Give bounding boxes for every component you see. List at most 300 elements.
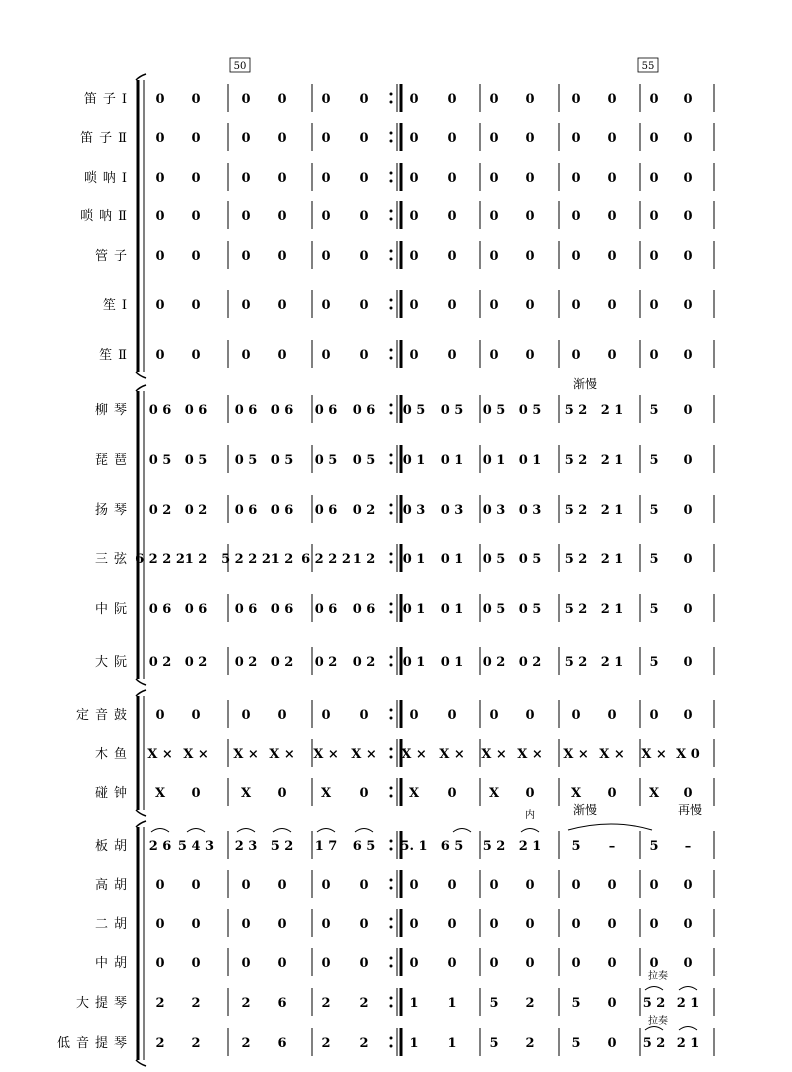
note-cell: 0	[321, 298, 331, 313]
note-cell: 0	[607, 1036, 617, 1051]
note-cell: 0	[277, 956, 287, 971]
note-cell: 2	[321, 1036, 331, 1051]
instrument-label: 唢呐Ⅱ	[80, 209, 133, 224]
note-cell: 0	[525, 917, 535, 932]
note-cell: 0	[571, 298, 581, 313]
note-cell: 0	[649, 878, 659, 893]
note-cell: 0	[321, 92, 331, 107]
note-cell: 0 5	[518, 552, 542, 567]
note-cell: 0 6	[314, 503, 338, 518]
note-cell: 0	[359, 348, 369, 363]
slur-arc	[355, 829, 373, 833]
note-cell: 0	[409, 209, 419, 224]
note-cell: 2	[321, 996, 331, 1011]
slur-line	[568, 824, 652, 830]
note-cell: 0	[649, 249, 659, 264]
note-cell: 2 1	[600, 453, 624, 468]
instrument-label: 低音提琴	[56, 1036, 133, 1051]
note-cell: –	[608, 839, 616, 854]
note-cell: 0 6	[234, 602, 258, 617]
note-cell: 0	[191, 92, 201, 107]
note-cell: 0	[571, 878, 581, 893]
note-cell: 0	[359, 786, 369, 801]
note-cell: 0	[607, 956, 617, 971]
note-cell: 0	[683, 708, 693, 723]
note-cell: X ×	[481, 747, 507, 762]
note-cell: 2	[359, 996, 369, 1011]
note-cell: 2 1	[600, 503, 624, 518]
repeat-dot	[390, 258, 393, 261]
note-cell: 0	[321, 348, 331, 363]
note-cell: 0	[525, 878, 535, 893]
note-cell: 0	[447, 348, 457, 363]
repeat-dot	[390, 357, 393, 360]
note-cell: 0	[683, 298, 693, 313]
note-cell: 5 2 2 2	[221, 552, 271, 567]
repeat-dot	[390, 795, 393, 798]
note-cell: 2 6	[148, 839, 172, 854]
note-cell: 0	[409, 917, 419, 932]
note-cell: X ×	[439, 747, 465, 762]
note-cell: 0	[191, 348, 201, 363]
note-cell: 0	[447, 249, 457, 264]
note-cell: 0	[359, 917, 369, 932]
note-cell: 0 2	[148, 655, 172, 670]
note-cell: 0 5	[148, 453, 172, 468]
note-cell: 0 1	[402, 602, 426, 617]
note-cell: 0	[525, 298, 535, 313]
note-cell: 0	[155, 298, 165, 313]
note-cell: 2 1	[676, 1036, 700, 1051]
repeat-dot	[390, 101, 393, 104]
repeat-dot	[390, 412, 393, 415]
note-cell: 0 6	[314, 403, 338, 418]
note-cell: 0 5	[482, 602, 506, 617]
instrument-label: 唢呐Ⅰ	[83, 171, 133, 186]
note-cell: 2 3	[234, 839, 258, 854]
note-cell: 0	[155, 209, 165, 224]
note-cell: 5	[649, 552, 659, 567]
note-cell: 0	[571, 131, 581, 146]
note-cell: 0	[191, 249, 201, 264]
instrument-label: 二胡	[94, 917, 133, 932]
note-cell: 0	[277, 917, 287, 932]
note-cell: 0	[191, 878, 201, 893]
note-cell: X 0	[676, 747, 700, 762]
note-cell: 0	[155, 249, 165, 264]
note-cell: 0	[649, 171, 659, 186]
repeat-dot	[390, 965, 393, 968]
note-cell: X	[648, 786, 660, 801]
note-cell: 0	[571, 348, 581, 363]
note-cell: 0	[409, 171, 419, 186]
slur-arc	[273, 829, 291, 833]
instrument-label: 木鱼	[94, 747, 133, 762]
repeat-dot	[390, 926, 393, 929]
note-cell: 5 2	[564, 655, 588, 670]
note-cell: 0	[607, 171, 617, 186]
repeat-dot	[390, 172, 393, 175]
repeat-dot	[390, 132, 393, 135]
note-cell: 0	[241, 708, 251, 723]
note-cell: 0 5	[440, 403, 464, 418]
repeat-dot	[390, 307, 393, 310]
repeat-dot	[390, 404, 393, 407]
note-cell: X ×	[269, 747, 295, 762]
note-cell: 0	[447, 917, 457, 932]
repeat-dot	[390, 140, 393, 143]
slur-arc	[679, 987, 697, 991]
note-cell: 2 1	[676, 996, 700, 1011]
note-cell: 0 5	[314, 453, 338, 468]
note-cell: 0	[241, 956, 251, 971]
note-cell: 0	[683, 249, 693, 264]
instrument-label: 大阮	[94, 655, 133, 670]
note-cell: 1	[447, 1036, 457, 1051]
note-cell: 0	[649, 209, 659, 224]
note-cell: 0	[277, 708, 287, 723]
note-cell: 0	[525, 209, 535, 224]
note-cell: 1 2	[270, 552, 294, 567]
note-cell: 0	[155, 92, 165, 107]
note-cell: –	[684, 839, 692, 854]
note-cell: 0	[683, 453, 693, 468]
note-cell: 0 3	[440, 503, 464, 518]
note-cell: 0	[683, 348, 693, 363]
note-cell: 0	[277, 249, 287, 264]
note-cell: 0	[683, 131, 693, 146]
note-cell: 0 2	[518, 655, 542, 670]
note-cell: 0	[277, 92, 287, 107]
note-cell: 0	[489, 298, 499, 313]
note-cell: 0	[359, 298, 369, 313]
instrument-label: 笙Ⅰ	[102, 298, 133, 313]
note-cell: 0	[489, 348, 499, 363]
repeat-dot	[390, 787, 393, 790]
note-cell: 6 5	[440, 839, 464, 854]
note-cell: 0	[241, 878, 251, 893]
note-cell: 0	[571, 171, 581, 186]
note-cell: 0 3	[482, 503, 506, 518]
note-cell: 0	[321, 209, 331, 224]
note-cell: 0	[321, 956, 331, 971]
note-cell: 6 2 2 2	[135, 552, 185, 567]
note-cell: 0	[191, 786, 201, 801]
note-cell: 0	[683, 403, 693, 418]
note-cell: 0	[321, 917, 331, 932]
slur-arc	[317, 829, 335, 833]
note-cell: 0	[607, 92, 617, 107]
note-cell: 0	[241, 249, 251, 264]
note-cell: 0	[241, 298, 251, 313]
note-cell: 0	[359, 209, 369, 224]
note-cell: 0 6	[352, 602, 376, 617]
slur-arc	[237, 829, 255, 833]
note-cell: 0	[191, 131, 201, 146]
note-cell: 0 6	[234, 403, 258, 418]
note-cell: 0	[447, 92, 457, 107]
repeat-dot	[390, 299, 393, 302]
slur-arc	[151, 829, 169, 833]
note-cell: X	[408, 786, 420, 801]
repeat-dot	[390, 887, 393, 890]
note-cell: 5	[649, 602, 659, 617]
repeat-dot	[390, 709, 393, 712]
note-cell: X ×	[517, 747, 543, 762]
measure-number: 55	[641, 61, 655, 72]
note-cell: 2 1	[600, 552, 624, 567]
note-cell: 0	[607, 917, 617, 932]
note-cell: 0 2	[184, 503, 208, 518]
note-cell: 0	[683, 209, 693, 224]
note-cell: 2	[525, 1036, 535, 1051]
note-cell: 0	[359, 878, 369, 893]
instrument-label: 管子	[94, 249, 133, 264]
note-cell: 1 2	[352, 552, 376, 567]
note-cell: 0	[409, 249, 419, 264]
note-cell: 0	[447, 708, 457, 723]
note-cell: 5 2	[482, 839, 506, 854]
note-cell: 0	[489, 171, 499, 186]
note-cell: 1	[409, 1036, 419, 1051]
note-cell: 0 3	[518, 503, 542, 518]
note-cell: 0	[525, 786, 535, 801]
note-cell: 0	[607, 786, 617, 801]
note-cell: 5	[649, 839, 659, 854]
note-cell: 0	[277, 298, 287, 313]
note-cell: 0	[649, 92, 659, 107]
repeat-dot	[390, 603, 393, 606]
note-cell: 0	[683, 503, 693, 518]
repeat-dot	[390, 504, 393, 507]
note-cell: 0	[489, 708, 499, 723]
note-cell: 5 2	[642, 1036, 666, 1051]
note-cell: 2	[191, 1036, 201, 1051]
measure-number: 50	[233, 61, 247, 72]
note-cell: 0 1	[402, 453, 426, 468]
note-cell: 2 1	[518, 839, 542, 854]
note-cell: 5	[649, 453, 659, 468]
repeat-dot	[390, 656, 393, 659]
note-cell: 0	[607, 708, 617, 723]
instrument-label: 碰钟	[94, 786, 133, 801]
note-cell: 0	[571, 92, 581, 107]
note-cell: 0 1	[440, 655, 464, 670]
note-cell: 0 5	[518, 602, 542, 617]
note-cell: X ×	[147, 747, 173, 762]
note-cell: 0	[155, 348, 165, 363]
note-cell: 2 1	[600, 655, 624, 670]
note-cell: 0	[447, 171, 457, 186]
note-cell: 0	[489, 917, 499, 932]
note-cell: 5	[649, 503, 659, 518]
note-cell: 0	[447, 878, 457, 893]
repeat-dot	[390, 553, 393, 556]
note-cell: 0	[571, 209, 581, 224]
note-cell: 1	[447, 996, 457, 1011]
repeat-dot	[390, 997, 393, 1000]
note-cell: 0	[321, 249, 331, 264]
note-cell: 0 5	[234, 453, 258, 468]
note-cell: 6	[277, 996, 287, 1011]
note-cell: 6	[277, 1036, 287, 1051]
note-cell: 6 5	[352, 839, 376, 854]
repeat-dot	[390, 848, 393, 851]
instrument-label: 笛子Ⅱ	[80, 131, 133, 146]
repeat-dot	[390, 454, 393, 457]
slur-arc	[453, 829, 471, 833]
instrument-label: 扬琴	[94, 503, 133, 518]
instrument-label: 高胡	[94, 878, 133, 893]
note-cell: 0	[607, 131, 617, 146]
note-cell: 0	[321, 131, 331, 146]
note-cell: 0 5	[482, 552, 506, 567]
note-cell: 0	[191, 917, 201, 932]
repeat-dot	[390, 512, 393, 515]
note-cell: 0	[525, 348, 535, 363]
note-cell: 0	[277, 171, 287, 186]
note-cell: 2	[525, 996, 535, 1011]
note-cell: 0 5	[482, 403, 506, 418]
note-cell: 2	[155, 996, 165, 1011]
note-cell: 5 4 3	[177, 839, 215, 854]
note-cell: 0	[191, 956, 201, 971]
note-cell: 2	[359, 1036, 369, 1051]
slur-arc	[187, 829, 205, 833]
note-cell: 0	[155, 878, 165, 893]
note-cell: 5	[649, 403, 659, 418]
note-cell: 0	[191, 708, 201, 723]
repeat-dot	[390, 1045, 393, 1048]
note-cell: 0	[683, 956, 693, 971]
note-cell: X	[570, 786, 582, 801]
note-cell: 0	[241, 171, 251, 186]
note-cell: 0 1	[518, 453, 542, 468]
note-cell: 0	[277, 878, 287, 893]
note-cell: X	[320, 786, 332, 801]
note-cell: 0	[359, 956, 369, 971]
repeat-dot	[390, 250, 393, 253]
note-cell: 0	[409, 298, 419, 313]
note-cell: 0	[359, 171, 369, 186]
note-cell: 5 2	[564, 602, 588, 617]
note-cell: X ×	[599, 747, 625, 762]
note-cell: X ×	[563, 747, 589, 762]
instrument-label: 大提琴	[75, 996, 133, 1011]
note-cell: 2	[191, 996, 201, 1011]
repeat-dot	[390, 180, 393, 183]
note-cell: 0	[447, 131, 457, 146]
note-cell: 0	[191, 209, 201, 224]
note-cell: 0	[447, 209, 457, 224]
note-cell: 0	[241, 348, 251, 363]
note-cell: 0 6	[352, 403, 376, 418]
note-cell: 0	[607, 878, 617, 893]
repeat-dot	[390, 210, 393, 213]
note-cell: 0 2	[482, 655, 506, 670]
note-cell: 5 2	[270, 839, 294, 854]
note-cell: 2 1	[600, 403, 624, 418]
note-cell: 0	[241, 209, 251, 224]
note-cell: 0	[277, 348, 287, 363]
repeat-dot	[390, 748, 393, 751]
note-cell: 0 2	[184, 655, 208, 670]
slur-arc	[521, 829, 539, 833]
bracket-cap-top-3	[136, 821, 146, 827]
note-cell: 0 5	[518, 403, 542, 418]
note-cell: 0	[525, 708, 535, 723]
note-cell: 5	[571, 996, 581, 1011]
technique-mark: 内	[525, 810, 535, 821]
note-cell: 0 6	[314, 602, 338, 617]
note-cell: 0 1	[402, 552, 426, 567]
note-cell: 0	[241, 917, 251, 932]
bracket-cap-top-1	[136, 385, 146, 391]
note-cell: 0	[409, 878, 419, 893]
instrument-label: 笛子Ⅰ	[83, 92, 133, 107]
note-cell: 0 2	[352, 655, 376, 670]
note-cell: X ×	[401, 747, 427, 762]
note-cell: 0	[683, 552, 693, 567]
note-cell: 0	[447, 786, 457, 801]
note-cell: 0	[683, 655, 693, 670]
note-cell: 6 2 2 2	[301, 552, 351, 567]
repeat-dot	[390, 349, 393, 352]
note-cell: 0	[571, 917, 581, 932]
note-cell: 0	[607, 249, 617, 264]
note-cell: 5 2	[642, 996, 666, 1011]
repeat-dot	[390, 561, 393, 564]
note-cell: 0	[525, 956, 535, 971]
instrument-label: 定音鼓	[75, 708, 133, 723]
note-cell: 0	[571, 249, 581, 264]
repeat-dot	[390, 93, 393, 96]
instrument-label: 中胡	[94, 956, 133, 971]
repeat-dot	[390, 462, 393, 465]
note-cell: 0 2	[234, 655, 258, 670]
note-cell: 0	[571, 708, 581, 723]
note-cell: 0	[525, 249, 535, 264]
note-cell: 0	[277, 131, 287, 146]
note-cell: 0	[525, 171, 535, 186]
repeat-dot	[390, 1005, 393, 1008]
note-cell: 0	[359, 131, 369, 146]
note-cell: 0	[277, 786, 287, 801]
bracket-cap-top-2	[136, 690, 146, 696]
note-cell: 0 1	[440, 552, 464, 567]
note-cell: 0	[241, 92, 251, 107]
repeat-dot	[390, 957, 393, 960]
note-cell: 2 1	[600, 602, 624, 617]
note-cell: 0 3	[402, 503, 426, 518]
slur-arc	[645, 987, 663, 991]
repeat-dot	[390, 1037, 393, 1040]
note-cell: 0	[649, 956, 659, 971]
note-cell: 0	[649, 348, 659, 363]
note-cell: 0	[683, 786, 693, 801]
note-cell: 0	[321, 171, 331, 186]
note-cell: 0 5	[402, 403, 426, 418]
note-cell: 0	[683, 602, 693, 617]
note-cell: 0	[489, 956, 499, 971]
note-cell: 0	[409, 131, 419, 146]
note-cell: 5	[489, 996, 499, 1011]
note-cell: 0	[489, 878, 499, 893]
note-cell: 5 2	[564, 403, 588, 418]
note-cell: 1 7	[314, 839, 338, 854]
note-cell: 0	[191, 298, 201, 313]
note-cell: X ×	[351, 747, 377, 762]
